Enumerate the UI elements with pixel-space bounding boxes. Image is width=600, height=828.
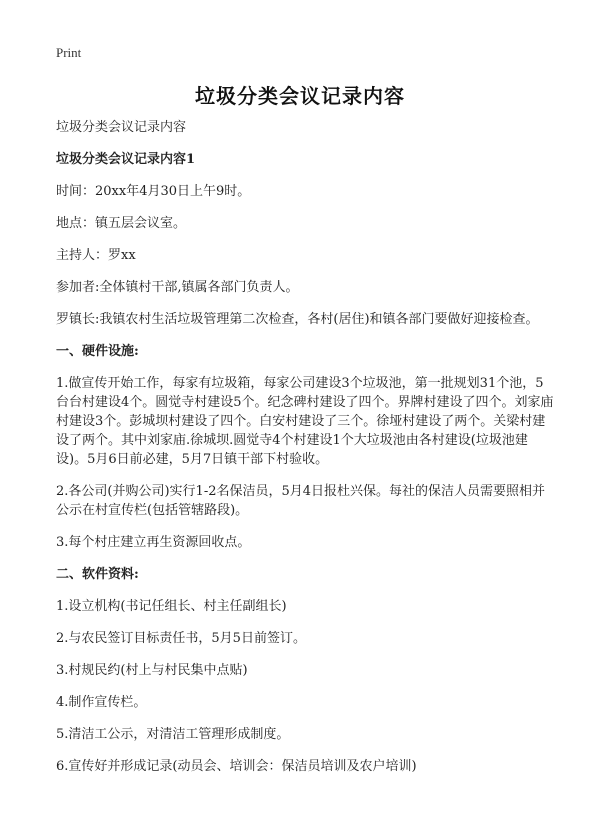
meeting-participants: 参加者:全体镇村干部,镇属各部门负责人。 (56, 280, 299, 295)
section-heading: 垃圾分类会议记录内容1 (56, 152, 196, 167)
document-body (56, 118, 554, 789)
software-item-4: 4.制作宣传栏。 (56, 695, 147, 710)
software-item-2: 2.与农民签订目标责任书，5月5日前签订。 (56, 631, 306, 646)
software-item-1: 1.设立机构(书记任组长、村主任副组长) (56, 599, 287, 614)
hardware-item-2: 2.各公司(并购公司)实行1-2名保洁员，5月4日报杜兴保。每社的保洁人员需要照相并公示在村宣传栏(包括管辖路段)。 (56, 484, 546, 518)
print-label: Print (56, 45, 82, 60)
meeting-time: 时间：20xx年4月30日上午9时。 (56, 184, 251, 199)
software-section-heading: 二、软件资料: (56, 567, 139, 582)
software-item-6: 6.宣传好并形成记录(动员会、培训会：保洁员培训及农户培训) (56, 759, 417, 774)
meeting-opening-remarks: 罗镇长:我镇农村生活垃圾管理第二次检查，各村(居住)和镇各部门要做好迎接检查。 (56, 312, 539, 327)
document-title: 垃圾分类会议记录内容 (195, 84, 405, 108)
software-item-5: 5.清洁工公示，对清洁工管理形成制度。 (56, 727, 290, 742)
hardware-item-1: 1.做宣传开始工作，每家有垃圾箱，每家公司建设3个垃圾池，第一批规划31个池，5台台村建设4个。圆觉寺村建设5个。纪念碑村建设了四个。界牌村建设了四个。刘家庙村建设3个。彭城坝村建设了四个。白安村建设了三个。徐垭村建设了两个。关梁村建设了两个。其中刘家庙.徐城坝.圆觉寺4个村建设1个大垃圾池由各村建设(垃圾池建设)。5月6日前必建，5月7日镇干部下村验收。 (56, 376, 554, 467)
hardware-section-heading: 一、硬件设施: (56, 344, 139, 359)
hardware-item-3: 3.每个村庄建立再生资源回收点。 (56, 535, 251, 550)
meeting-location: 地点：镇五层会议室。 (56, 216, 187, 231)
software-item-3: 3.村规民约(村上与村民集中点贴) (56, 663, 248, 678)
intro-paragraph: 垃圾分类会议记录内容 (56, 120, 187, 135)
meeting-host: 主持人：罗xx (56, 248, 136, 263)
